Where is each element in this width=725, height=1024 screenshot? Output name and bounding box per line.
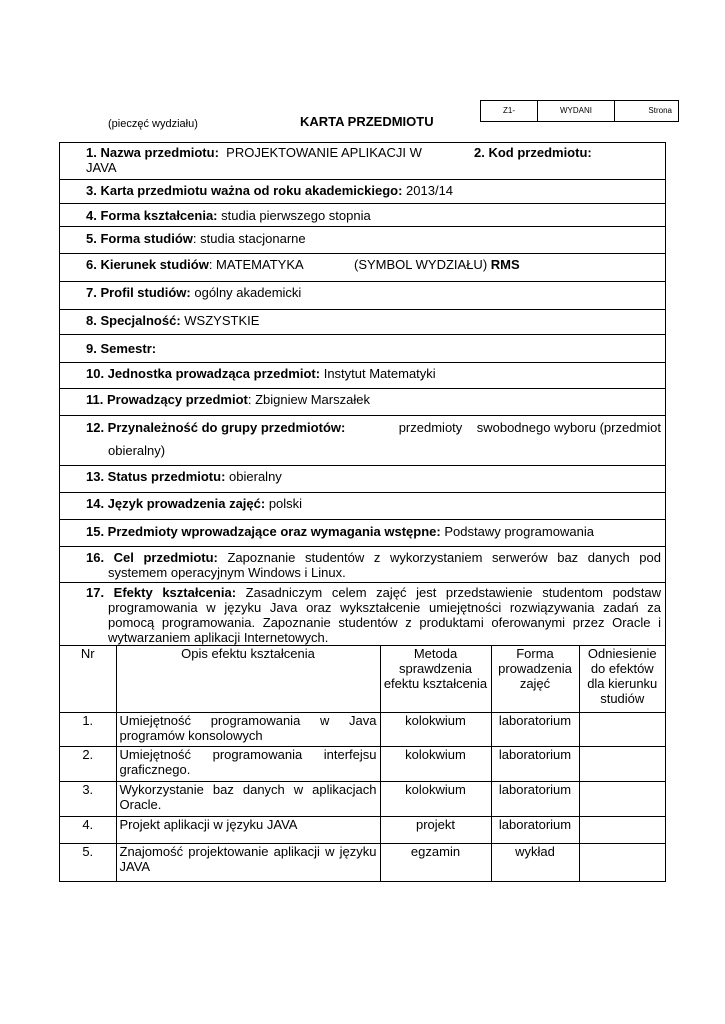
- page-title: KARTA PRZEDMIOTU: [300, 114, 434, 129]
- course-goal-value-cont: systemem operacyjnym Windows i Linux.: [108, 565, 346, 580]
- learning-outcomes-value: Zasadniczym celem zajęć jest przedstawienie studentom podstaw: [245, 585, 661, 600]
- effect-reference: [579, 713, 665, 747]
- effect-nr: 5.: [60, 844, 116, 881]
- row-lecturer: [60, 389, 665, 416]
- effect-description: Wykorzystanie baz danych w aplikacjach Oracle.: [116, 782, 380, 817]
- effect-method: egzamin: [380, 844, 491, 881]
- unit-value: Instytut Matematyki: [323, 366, 436, 381]
- prerequisites-label: 15. Przedmioty wprowadzające oraz wymagania wstępne:: [86, 524, 441, 539]
- valid-year-value: 2013/14: [406, 183, 454, 198]
- study-profile-label: 7. Profil studiów:: [86, 285, 191, 300]
- code-cell-wydanie: WYDANI: [538, 101, 615, 121]
- header-class-form: Forma prowadzenia zajęć: [491, 646, 579, 713]
- subject-group-value-cont: obieralny): [108, 443, 166, 458]
- course-name-label: 1. Nazwa przedmiotu:: [86, 145, 219, 160]
- specialty-label: 8. Specjalność:: [86, 313, 181, 328]
- row-education-form: [60, 204, 665, 227]
- effect-method: projekt: [380, 817, 491, 844]
- row-subject-group: [60, 416, 665, 466]
- semester-label: 9. Semestr:: [86, 341, 157, 356]
- effect-method: kolokwium: [380, 782, 491, 817]
- study-form-label: 5. Forma studiów: [86, 231, 193, 246]
- unit-label: 10. Jednostka prowadząca przedmiot:: [86, 366, 321, 381]
- effect-method: kolokwium: [380, 747, 491, 782]
- row-field-of-study: [60, 254, 665, 282]
- effect-reference: [579, 782, 665, 817]
- study-form-value: : studia stacjonarne: [192, 231, 306, 246]
- row-subject-status: [60, 466, 665, 493]
- table-row: [60, 747, 665, 782]
- effects-header-row: [60, 646, 665, 713]
- code-cell-strona: Strona: [648, 106, 672, 115]
- course-goal-value: Zapoznanie studentów z wykorzystaniem serwerów baz danych pod: [227, 550, 661, 565]
- row-prerequisites: [60, 520, 665, 547]
- effect-description: Umiejętność programowania w Java programów konsolowych: [116, 713, 380, 747]
- table-row: [60, 844, 665, 881]
- language-value: polski: [268, 496, 303, 511]
- effect-form: laboratorium: [491, 747, 579, 782]
- effect-nr: 1.: [60, 713, 116, 747]
- effect-form: wykład: [491, 844, 579, 881]
- education-form-label: 4. Forma kształcenia:: [86, 208, 218, 223]
- field-of-study-value: : MATEMATYKA: [208, 257, 304, 272]
- row-study-form: [60, 227, 665, 254]
- table-row: [60, 817, 665, 844]
- row-unit: [60, 363, 665, 389]
- header-nr: Nr: [60, 646, 116, 713]
- effect-reference: [579, 844, 665, 881]
- effect-method: kolokwium: [380, 713, 491, 747]
- header-verification-method: Metoda sprawdzenia efektu kształcenia: [380, 646, 491, 713]
- document-code-box: [480, 100, 679, 122]
- study-profile-value: ogólny akademicki: [194, 285, 302, 300]
- learning-outcomes-value-cont: programowania w języku Java oraz wykształcenie umiejętności rozwiązywania zadań za pomocą programowania. Zapoznanie studentów z produktami oferowanymi przez Oracle i wytwarzaniem aplikacji Internetowych.: [108, 600, 661, 645]
- course-name-value-cont: JAVA: [86, 160, 117, 175]
- valid-year-label: 3. Karta przedmiotu ważna od roku akademickiego:: [86, 183, 403, 198]
- effect-form: laboratorium: [491, 713, 579, 747]
- education-form-value: studia pierwszego stopnia: [221, 208, 371, 223]
- course-card-table: [59, 142, 666, 882]
- effect-description: Projekt aplikacji w języku JAVA: [116, 817, 380, 844]
- row-study-profile: [60, 282, 665, 310]
- table-row: [60, 782, 665, 817]
- prerequisites-value: Podstawy programowania: [444, 524, 594, 539]
- code-cell-z1: Z1-: [481, 101, 538, 121]
- table-row: [60, 713, 665, 747]
- faculty-symbol-value: RMS: [490, 257, 520, 272]
- faculty-symbol-label: (SYMBOL WYDZIAŁU): [354, 257, 488, 272]
- row-specialty: [60, 310, 665, 335]
- effect-description: Umiejętność programowania interfejsu graficznego.: [116, 747, 380, 782]
- subject-status-value: obieralny: [229, 469, 282, 484]
- course-name-value: PROJEKTOWANIE APLIKACJI W: [226, 145, 422, 160]
- row-course-goal: [60, 547, 665, 583]
- learning-outcomes-label: 17. Efekty kształcenia:: [86, 585, 237, 600]
- effect-form: laboratorium: [491, 817, 579, 844]
- effect-description: Znajomość projektowanie aplikacji w języku JAVA: [116, 844, 380, 881]
- field-of-study-label: 6. Kierunek studiów: [86, 257, 209, 272]
- row-semester: [60, 335, 665, 363]
- effect-reference: [579, 817, 665, 844]
- effects-table: [60, 645, 665, 881]
- lecturer-label: 11. Prowadzący przedmiot: [86, 392, 248, 407]
- row-learning-outcomes: [60, 583, 665, 881]
- language-label: 14. Język prowadzenia zajęć:: [86, 496, 266, 511]
- course-code-label: 2. Kod przedmiotu:: [474, 145, 592, 160]
- lecturer-value: : Zbigniew Marszałek: [247, 392, 370, 407]
- row-valid-year: [60, 180, 665, 204]
- effect-nr: 2.: [60, 747, 116, 782]
- header-reference: Odniesienie do efektów dla kierunku studiów: [579, 646, 665, 713]
- subject-group-value: przedmioty swobodnego wyboru (przedmiot: [398, 420, 661, 435]
- row-course-name: [60, 143, 665, 180]
- row-language: [60, 493, 665, 520]
- course-goal-label: 16. Cel przedmiotu:: [86, 550, 218, 565]
- subject-status-label: 13. Status przedmiotu:: [86, 469, 226, 484]
- specialty-value: WSZYSTKIE: [184, 313, 260, 328]
- subject-group-label: 12. Przynależność do grupy przedmiotów:: [86, 420, 346, 435]
- effect-nr: 3.: [60, 782, 116, 817]
- effect-form: laboratorium: [491, 782, 579, 817]
- effect-reference: [579, 747, 665, 782]
- faculty-stamp-label: (pieczęć wydziału): [108, 118, 198, 130]
- header-description: Opis efektu kształcenia: [116, 646, 380, 713]
- effect-nr: 4.: [60, 817, 116, 844]
